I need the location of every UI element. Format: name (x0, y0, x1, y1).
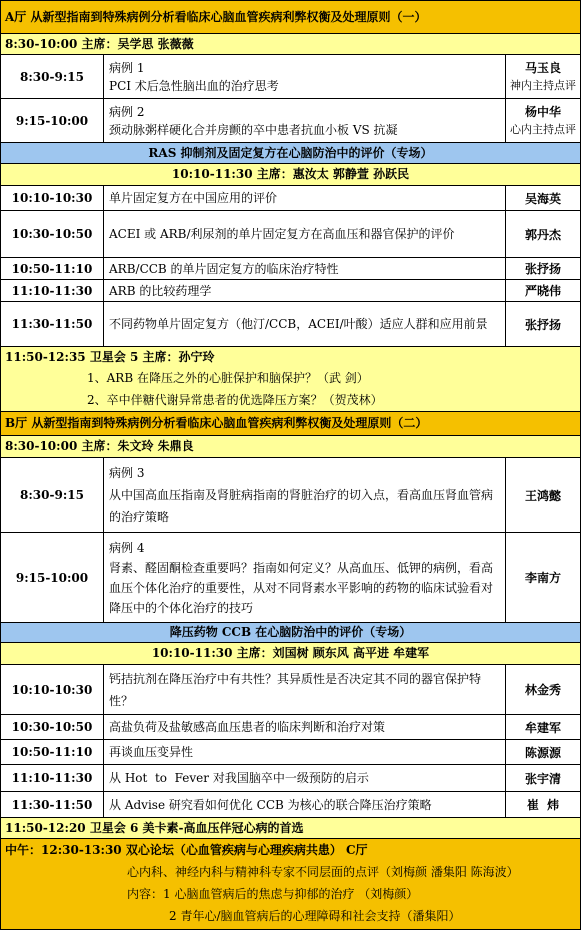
speaker-cell: 严晓伟 (524, 284, 561, 298)
table-row (1, 458, 580, 533)
topic-cell: 再谈血压变异性 (104, 740, 506, 764)
topic-text: 颈动脉粥样硬化合并房颤的卒中患者抗血小板 VS 抗凝 (109, 122, 398, 137)
topic-cell (104, 458, 506, 532)
topic-cell: 不同药物单片固定复方（他汀/CCB，ACEI/叶酸）适应人群和应用前景 (104, 302, 506, 346)
speaker-cell: 陈源源 (524, 745, 561, 760)
time-cell: 8:30-9:15 (1, 55, 104, 98)
time-cell: 9:15-10:00 (1, 533, 104, 622)
speaker-cell (506, 99, 580, 142)
hall-b-special-title: 降压药物 CCB 在心脑防治中的评价（专场） (1, 623, 580, 643)
table-row (1, 740, 580, 765)
topic-cell (104, 55, 506, 98)
time-cell: 11:10-11:30 (1, 765, 104, 791)
time-cell: 11:30-11:50 (1, 792, 104, 817)
time-cell: 11:30-11:50 (1, 302, 104, 346)
speaker-cell: 张抒扬 (524, 317, 561, 332)
topic-text: 肾素、醛固酮检查重要吗？指南如何定义？从高血压、低钾的病例，看高血压个体化治疗的重要性，从对不同肾素水平影响的药物的临床试验看对降压中的个体化治疗的技巧 (109, 560, 494, 615)
case-label: 病例 3 (109, 466, 145, 480)
topic-cell: ARB/CCB 的单片固定复方的临床治疗特性 (104, 258, 506, 279)
case-label: 病例 2 (109, 104, 145, 119)
speaker-cell: 吴海英 (524, 191, 561, 206)
time-cell: 10:50-11:10 (1, 740, 104, 764)
time-cell: 11:10-11:30 (1, 280, 104, 301)
topic-cell: 从 Advise 研究看如何优化 CCB 为核心的联合降压治疗策略 (104, 792, 506, 817)
speaker-cell: 林金秀 (524, 683, 561, 697)
table-row (1, 302, 580, 347)
topic-cell: ARB 的比较药理学 (104, 280, 506, 301)
hall-a-satellite (1, 347, 580, 412)
topic-text: PCI 术后急性脑出血的治疗思考 (109, 78, 279, 93)
topic-cell: 单片固定复方在中国应用的评价 (104, 186, 506, 210)
forum-line: 心内科、神经内科与精神科专家不同层面的点评（刘梅颜 潘集阳 陈海波） (127, 865, 519, 879)
speaker-role: 心内主持点评 (510, 122, 576, 136)
time-cell: 10:50-11:10 (1, 258, 104, 279)
speaker-cell: 李南方 (524, 571, 561, 585)
speaker-cell: 崔 炜 (526, 798, 560, 812)
speaker-cell: 张宇清 (524, 771, 561, 786)
satellite-item: 2、卒中伴糖代谢异常患者的优选降压方案？（贺茂林） (87, 393, 383, 407)
time-cell: 8:30-9:15 (1, 458, 104, 532)
table-row (1, 280, 580, 302)
time-cell: 10:10-10:30 (1, 186, 104, 210)
forum-header: 中午：12:30-13:30 双心论坛（心血管疾病与心理疾病共患） C厅 (5, 843, 368, 857)
table-row (1, 715, 580, 740)
speaker-role: 神内主持点评 (510, 78, 576, 92)
hall-b-satellite: 11:50-12:20 卫星会 6 美卡素-高血压伴冠心病的首选 (1, 818, 580, 839)
speaker-cell: 郭丹杰 (524, 227, 561, 242)
satellite-header: 11:50-12:35 卫星会 5 主席：孙宁玲 (5, 350, 215, 364)
case-label: 病例 1 (109, 60, 145, 75)
satellite-item: 1、ARB 在降压之外的心脏保护和脑保护？（武 剑） (87, 371, 369, 385)
hall-a-special-title: RAS 抑制剂及固定复方在心脑防治中的评价（专场） (1, 143, 580, 164)
time-cell: 10:30-10:50 (1, 211, 104, 257)
speaker-cell: 王鸿懿 (524, 488, 561, 503)
hall-a-session1-header: 8:30-10:00 主席：吴学思 张薇薇 (1, 34, 580, 55)
dual-heart-forum (1, 839, 580, 929)
table-row (1, 792, 580, 818)
topic-cell: 高盐负荷及盐敏感高血压患者的临床判断和治疗对策 (104, 715, 506, 739)
hall-b-title: B厅 从新型指南到特殊病例分析看临床心脑血管疾病利弊权衡及处理原则（二） (1, 412, 580, 436)
hall-b-session1-header: 8:30-10:00 主席：朱文玲 朱鼎良 (1, 436, 580, 458)
table-row (1, 55, 580, 99)
table-row (1, 765, 580, 792)
hall-b-special-header: 10:10-11:30 主席：刘国树 顾东风 高平进 牟建军 (1, 643, 580, 665)
table-row (1, 99, 580, 143)
table-row (1, 186, 580, 211)
case-label: 病例 4 (109, 540, 145, 555)
speaker-name: 马玉良 (524, 60, 561, 75)
table-row (1, 533, 580, 623)
table-row (1, 258, 580, 280)
speaker-cell (506, 55, 580, 98)
speaker-name: 杨中华 (524, 104, 561, 119)
forum-line: 内容：1 心脑血管病后的焦虑与抑郁的治疗 （刘梅颜） (127, 887, 419, 901)
time-cell: 9:15-10:00 (1, 99, 104, 142)
topic-cell: ACEI 或 ARB/利尿剂的单片固定复方在高血压和器官保护的评价 (104, 211, 506, 257)
topic-cell: 从 Hot to Fever 对我国脑卒中一级预防的启示 (104, 765, 506, 791)
hall-a-special-header: 10:10-11:30 主席：惠汝太 郭静萱 孙跃民 (1, 164, 580, 186)
speaker-cell: 张抒扬 (524, 262, 561, 276)
speaker-cell: 牟建军 (524, 720, 561, 735)
time-cell: 10:10-10:30 (1, 665, 104, 714)
topic-cell: 钙拮抗剂在降压治疗中有共性？其异质性是否决定其不同的器官保护特性？ (104, 665, 506, 714)
topic-cell (104, 99, 506, 142)
hall-a-title: A厅 从新型指南到特殊病例分析看临床心脑血管疾病利弊权衡及处理原则（一） (1, 1, 580, 34)
time-cell: 10:30-10:50 (1, 715, 104, 739)
forum-line: 2 青年心/脑血管病后的心理障碍和社会支持（潘集阳） (169, 909, 461, 923)
table-row (1, 665, 580, 715)
table-row (1, 211, 580, 258)
topic-text: 从中国高血压指南及肾脏病指南的肾脏治疗的切入点，看高血压肾血管病的治疗策略 (109, 488, 494, 524)
topic-cell (104, 533, 506, 622)
